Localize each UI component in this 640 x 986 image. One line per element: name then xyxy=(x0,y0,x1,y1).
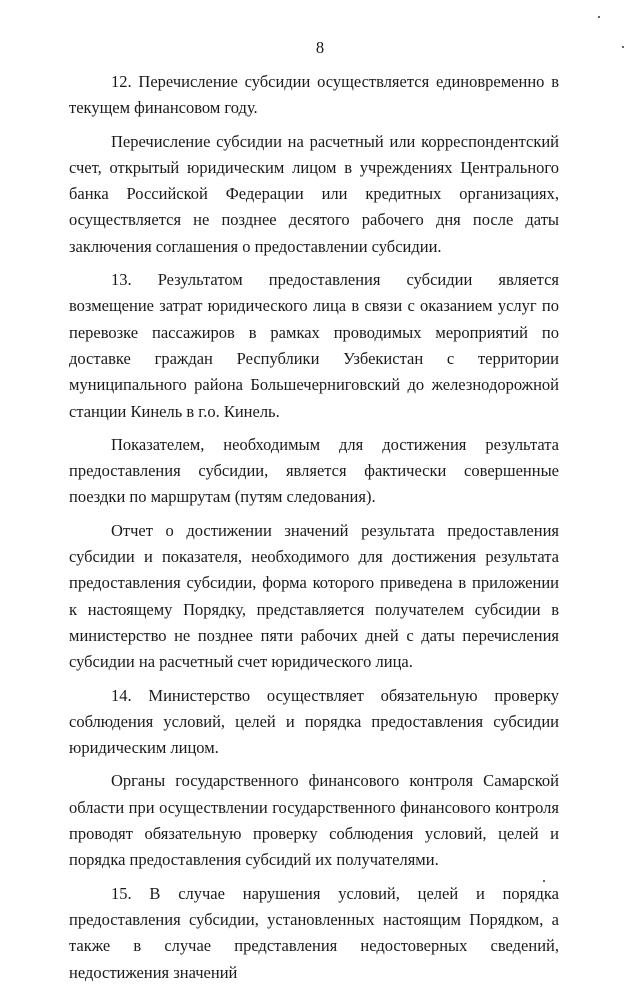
paragraph-12: 12. Перечисление субсидии осуществляется единовременно в текущем финансовом году. xyxy=(69,72,559,118)
paragraph-13: 13. Результатом предоставления субсидии является возмещение затрат юридического лица в связи с оказанием услуг по перевозке пассажиров в рамках проводимых мероприятий по доставке граждан Республики Узбекистан с территории муниципального района Большечерниговский до железнодорожной станции Кинель в г.о. Кинель. xyxy=(69,270,559,421)
paragraph-15: 15. В случае нарушения условий, целей и порядка предоставления субсидии, установленных настоящим Порядком, а также в случае представления недостоверных сведений, недостижения значений xyxy=(69,883,559,982)
paragraph-14: 14. Министерство осуществляет обязательную проверку соблюдения условий, целей и порядка предоставления субсидии юридическим лицом. xyxy=(69,685,559,758)
paragraph-control-bodies: Органы государственного финансового контроля Самарской области при осуществлении государственного финансового контроля проводят обязательную проверку соблюдения условий, целей и порядка предоставления субсидий их получателями. xyxy=(69,771,559,870)
document-body xyxy=(69,69,559,986)
paragraph-report: Отчет о достижении значений результата предоставления субсидии и показателя, необходимого для достижения результата предоставления субсидии, форма которого приведена в приложении к настоящему Порядку, представляется получателем субсидии в министерство не позднее пяти рабочих дней с даты перечисления субсидии на расчетный счет юридического лица. xyxy=(69,520,559,672)
page-number: 8 xyxy=(315,38,325,57)
paragraph-indicator: Показателем, необходимым для достижения результата предоставления субсидии, является фактически совершенные поездки по маршрутам (путям следования). xyxy=(69,434,559,507)
scan-speck xyxy=(598,16,600,18)
paragraph-transfer-account: Перечисление субсидии на расчетный или корреспондентский счет, открытый юридическим лицом в учреждениях Центрального банка Российской Федерации или кредитных организациях, осуществляется не позднее десятого рабочего дня после даты заключения соглашения о предоставлении субсидии. xyxy=(69,131,559,256)
